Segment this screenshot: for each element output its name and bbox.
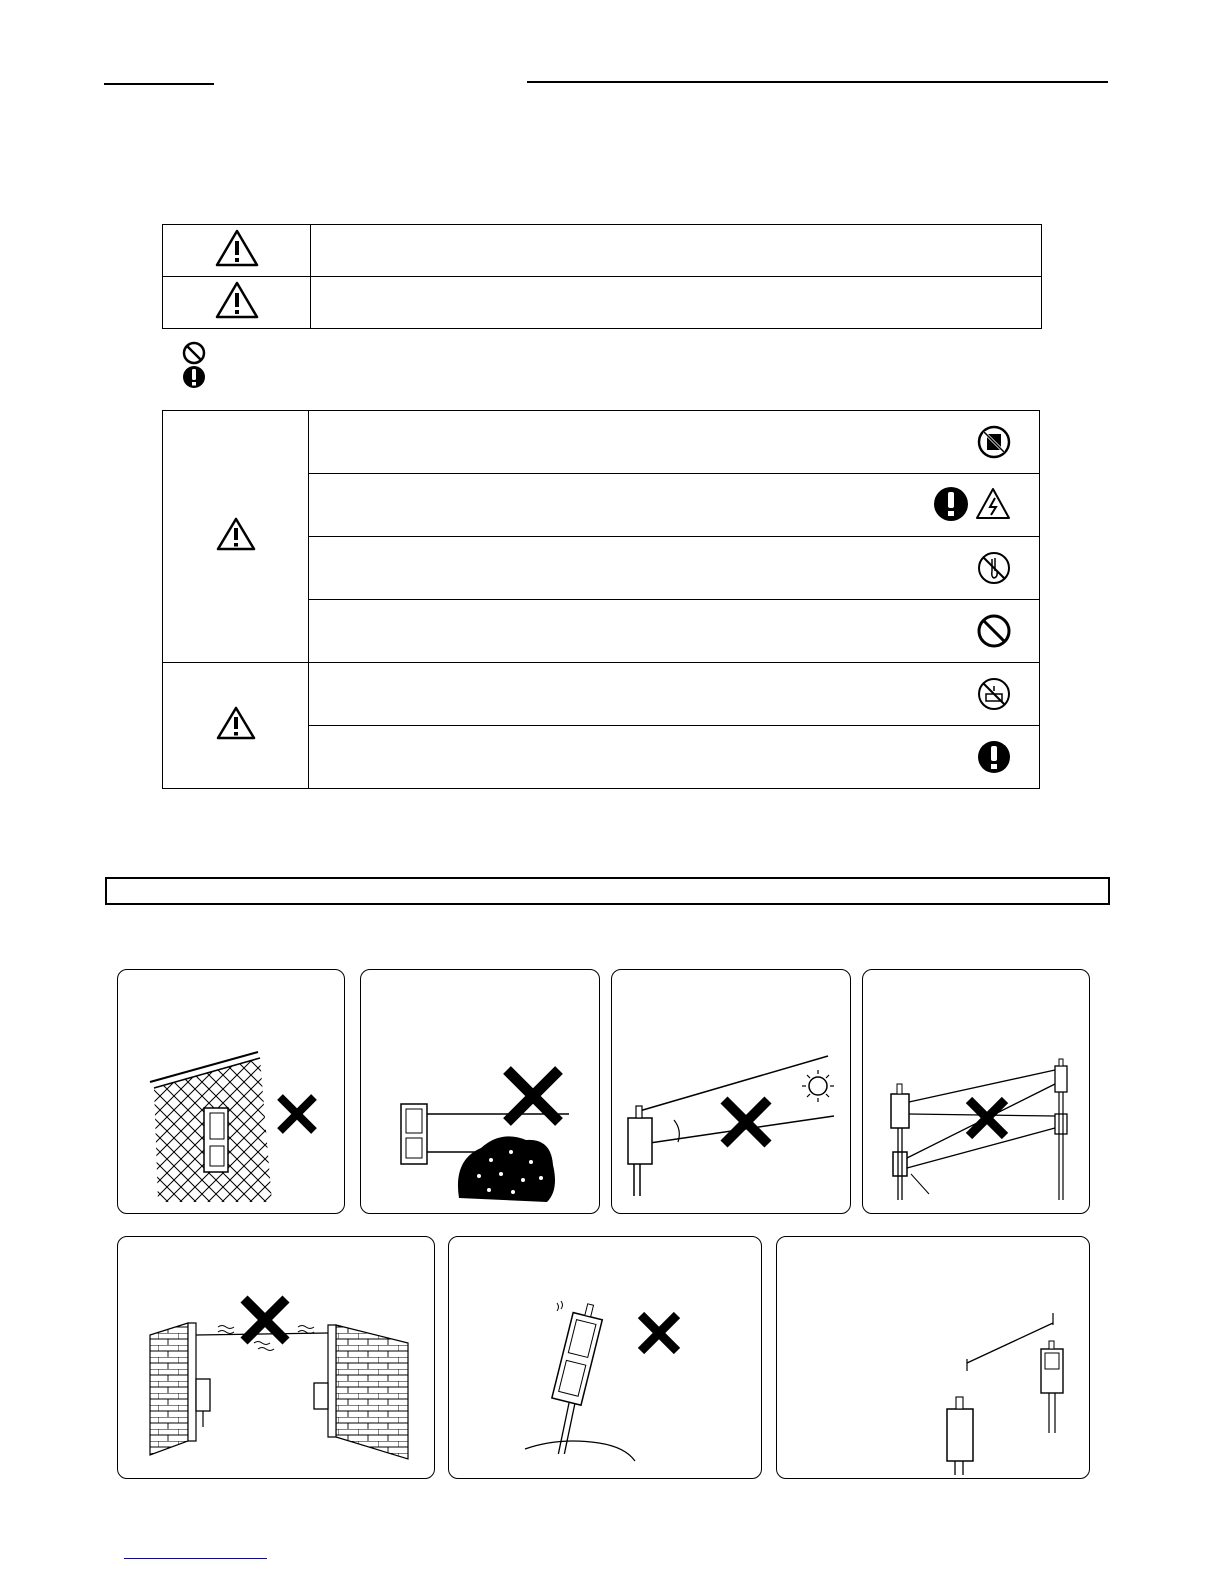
safety-row (309, 600, 1040, 663)
header-left-rule (104, 83, 214, 85)
caution-group-cell (163, 663, 309, 789)
panel-foliage (360, 969, 600, 1214)
warning-triangle-icon (215, 280, 259, 320)
prohibition-icon (182, 341, 206, 365)
warning-group-cell (163, 411, 309, 663)
mandatory-icon (182, 365, 206, 389)
footer-link-rule (124, 1558, 267, 1559)
safety-row (309, 411, 1040, 474)
warning-triangle-icon (215, 228, 259, 268)
safety-row (309, 474, 1040, 537)
foliage-illustration (361, 970, 599, 1213)
safety-row (309, 663, 1040, 726)
no-disassembly-icon (977, 425, 1011, 459)
cross-mark (641, 1315, 677, 1351)
sunlight-illustration (612, 970, 850, 1213)
crossed-beams-illustration (863, 970, 1089, 1213)
fence-illustration (118, 970, 344, 1213)
electric-shock-icon (975, 487, 1011, 521)
legend-icon-cell (163, 225, 311, 277)
cross-mark (969, 1100, 1005, 1136)
panel-fence (117, 969, 345, 1214)
unstable-pole-illustration (449, 1237, 761, 1478)
no-touch-icon (977, 551, 1011, 585)
no-water-icon (977, 677, 1011, 711)
safety-row (309, 726, 1040, 789)
legend-text-cell (311, 277, 1042, 329)
cross-mark (724, 1100, 768, 1144)
wall-obstruction-illustration (118, 1237, 434, 1478)
legend-table (162, 224, 1042, 329)
mandatory-icon (933, 486, 969, 522)
warning-triangle-icon (216, 705, 256, 741)
panel-crossed-beams (862, 969, 1090, 1214)
cross-mark (244, 1299, 286, 1341)
prohibition-icon (977, 614, 1011, 648)
safety-table (162, 410, 1040, 789)
panel-correct-install (776, 1236, 1090, 1479)
sun-icon (802, 1070, 834, 1102)
panel-sunlight (611, 969, 851, 1214)
safety-row (309, 537, 1040, 600)
legend-text-cell (311, 225, 1042, 277)
panel-unstable-pole (448, 1236, 762, 1479)
cross-mark (280, 1097, 314, 1131)
panel-wall-obstruction (117, 1236, 435, 1479)
legend-icon-cell (163, 277, 311, 329)
mandatory-icon (977, 740, 1011, 774)
header-right-rule (527, 81, 1108, 83)
section-banner (105, 877, 1110, 905)
warning-triangle-icon (216, 516, 256, 552)
correct-install-illustration (777, 1237, 1089, 1478)
